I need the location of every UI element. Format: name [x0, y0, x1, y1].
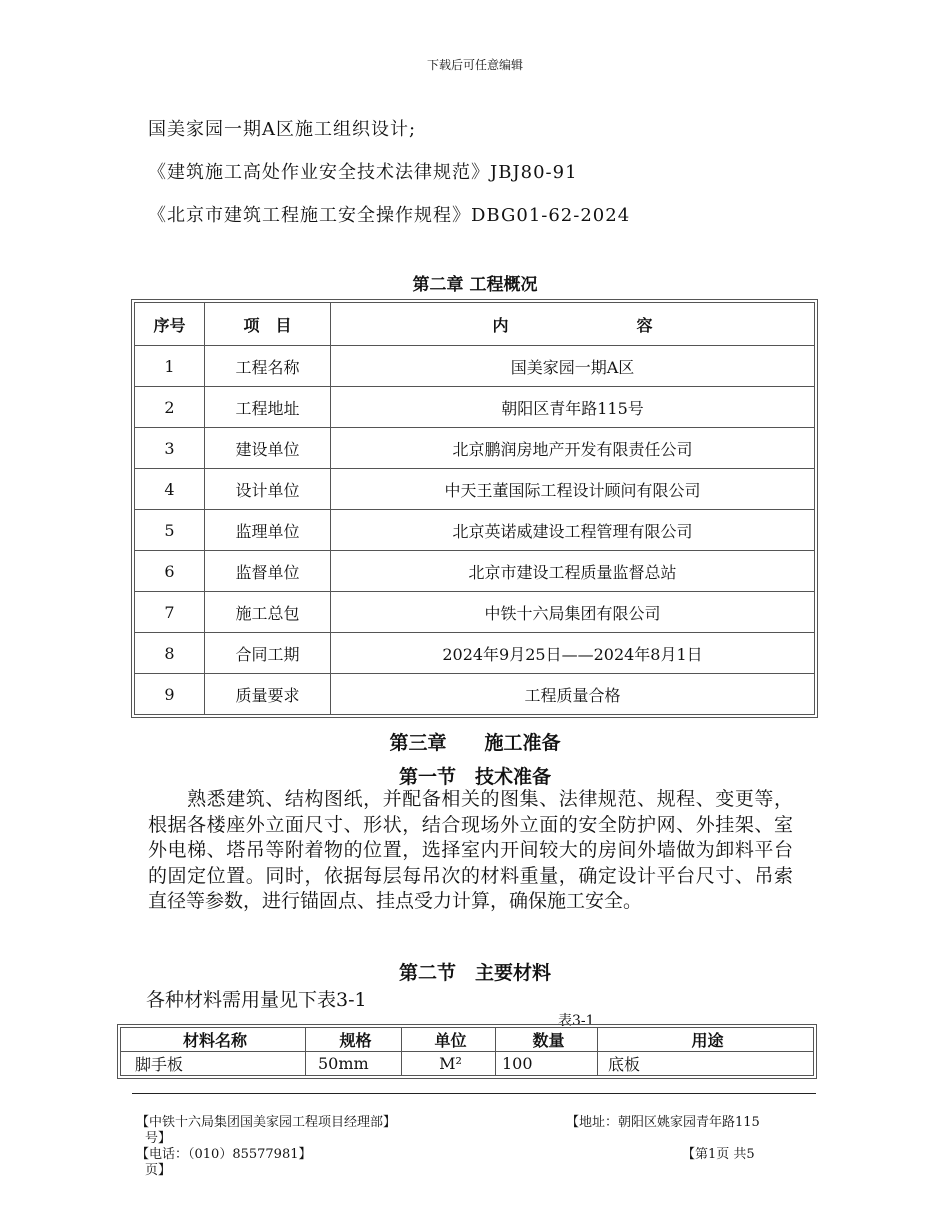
row-index: 6	[135, 551, 205, 592]
row-content: 中铁十六局集团有限公司	[331, 592, 815, 633]
row-index: 7	[135, 592, 205, 633]
row-item: 设计单位	[205, 469, 331, 510]
footer-address-cont: 号】	[145, 1131, 172, 1146]
header-item: 项 目	[205, 303, 331, 346]
materials-table	[120, 1027, 814, 1076]
row-index: 5	[135, 510, 205, 551]
header-material-name: 材料名称	[121, 1028, 306, 1052]
table-header-row	[121, 1028, 814, 1052]
table-row	[135, 428, 815, 469]
project-overview-table	[134, 302, 815, 715]
material-name: 脚手板	[121, 1052, 306, 1076]
table-row	[135, 346, 815, 387]
row-index: 3	[135, 428, 205, 469]
table-header-row	[135, 303, 815, 346]
row-index: 1	[135, 346, 205, 387]
header-spec: 规格	[306, 1028, 402, 1052]
header-content: 内 容	[331, 303, 815, 346]
section2-title: 第二节 主要材料	[398, 962, 551, 984]
row-content: 国美家园一期A区	[331, 346, 815, 387]
material-spec: 50mm	[306, 1052, 402, 1076]
row-item: 监督单位	[205, 551, 331, 592]
footer-page: 【第1页 共5	[682, 1147, 755, 1162]
row-index: 8	[135, 633, 205, 674]
material-usage: 底板	[598, 1052, 814, 1076]
section1-title: 第一节 技术准备	[398, 766, 551, 788]
table-row	[135, 387, 815, 428]
row-content: 北京市建设工程质量监督总站	[331, 551, 815, 592]
footer-address: 【地址：朝阳区姚家园青年路115	[566, 1115, 760, 1130]
row-content: 2024年9月25日——2024年8月1日	[331, 633, 815, 674]
materials-intro: 各种材料需用量见下表3-1	[146, 989, 367, 1011]
footer-divider	[132, 1093, 816, 1094]
row-content: 工程质量合格	[331, 674, 815, 715]
reference-2: 《建筑施工高处作业安全技术法律规范》JBJ80-91	[148, 162, 578, 183]
row-content: 北京英诺威建设工程管理有限公司	[331, 510, 815, 551]
table-caption: 表3-1	[558, 1013, 595, 1029]
material-quantity: 100	[496, 1052, 598, 1076]
header-index: 序号	[135, 303, 205, 346]
header-usage: 用途	[598, 1028, 814, 1052]
material-unit: M²	[402, 1052, 496, 1076]
row-index: 2	[135, 387, 205, 428]
row-item: 合同工期	[205, 633, 331, 674]
row-item: 工程名称	[205, 346, 331, 387]
reference-1: 国美家园一期A区施工组织设计;	[148, 119, 417, 140]
row-index: 4	[135, 469, 205, 510]
row-item: 工程地址	[205, 387, 331, 428]
row-item: 施工总包	[205, 592, 331, 633]
table-row	[135, 592, 815, 633]
header-unit: 单位	[402, 1028, 496, 1052]
table-row	[135, 633, 815, 674]
technical-preparation-paragraph: 熟悉建筑、结构图纸，并配备相关的图集、法律规范、规程、变更等，根据各楼座外立面尺寸、形状，结合现场外立面的安全防护网、外挂架、室外电梯、塔吊等附着物的位置，选择室内开间较大的房间外墙做为卸料平台的固定位置。同时，依据每层每吊次的材料重量，确定设计平台尺寸、吊索直径等参数，进行锚固点、挂点受力计算，确保施工安全。	[148, 788, 793, 912]
chapter3-title: 第三章 施工准备	[389, 732, 561, 754]
table-row	[135, 510, 815, 551]
table-row	[121, 1052, 814, 1076]
row-item: 监理单位	[205, 510, 331, 551]
row-index: 9	[135, 674, 205, 715]
header-note: 下载后可任意编辑	[426, 58, 523, 72]
header-quantity: 数量	[496, 1028, 598, 1052]
row-item: 建设单位	[205, 428, 331, 469]
table-row	[135, 674, 815, 715]
footer-page-cont: 页】	[145, 1163, 172, 1178]
chapter2-title: 第二章 工程概况	[412, 275, 538, 295]
table-row	[135, 551, 815, 592]
row-item: 质量要求	[205, 674, 331, 715]
reference-3: 《北京市建筑工程施工安全操作规程》DBG01-62-2024	[148, 205, 631, 226]
row-content: 北京鹏润房地产开发有限责任公司	[331, 428, 815, 469]
footer-org: 【中铁十六局集团国美家园工程项目经理部】	[136, 1115, 397, 1130]
footer-phone: 【电话：（010）85577981】	[136, 1147, 312, 1162]
row-content: 中天王董国际工程设计顾问有限公司	[331, 469, 815, 510]
row-content: 朝阳区青年路115号	[331, 387, 815, 428]
table-row	[135, 469, 815, 510]
